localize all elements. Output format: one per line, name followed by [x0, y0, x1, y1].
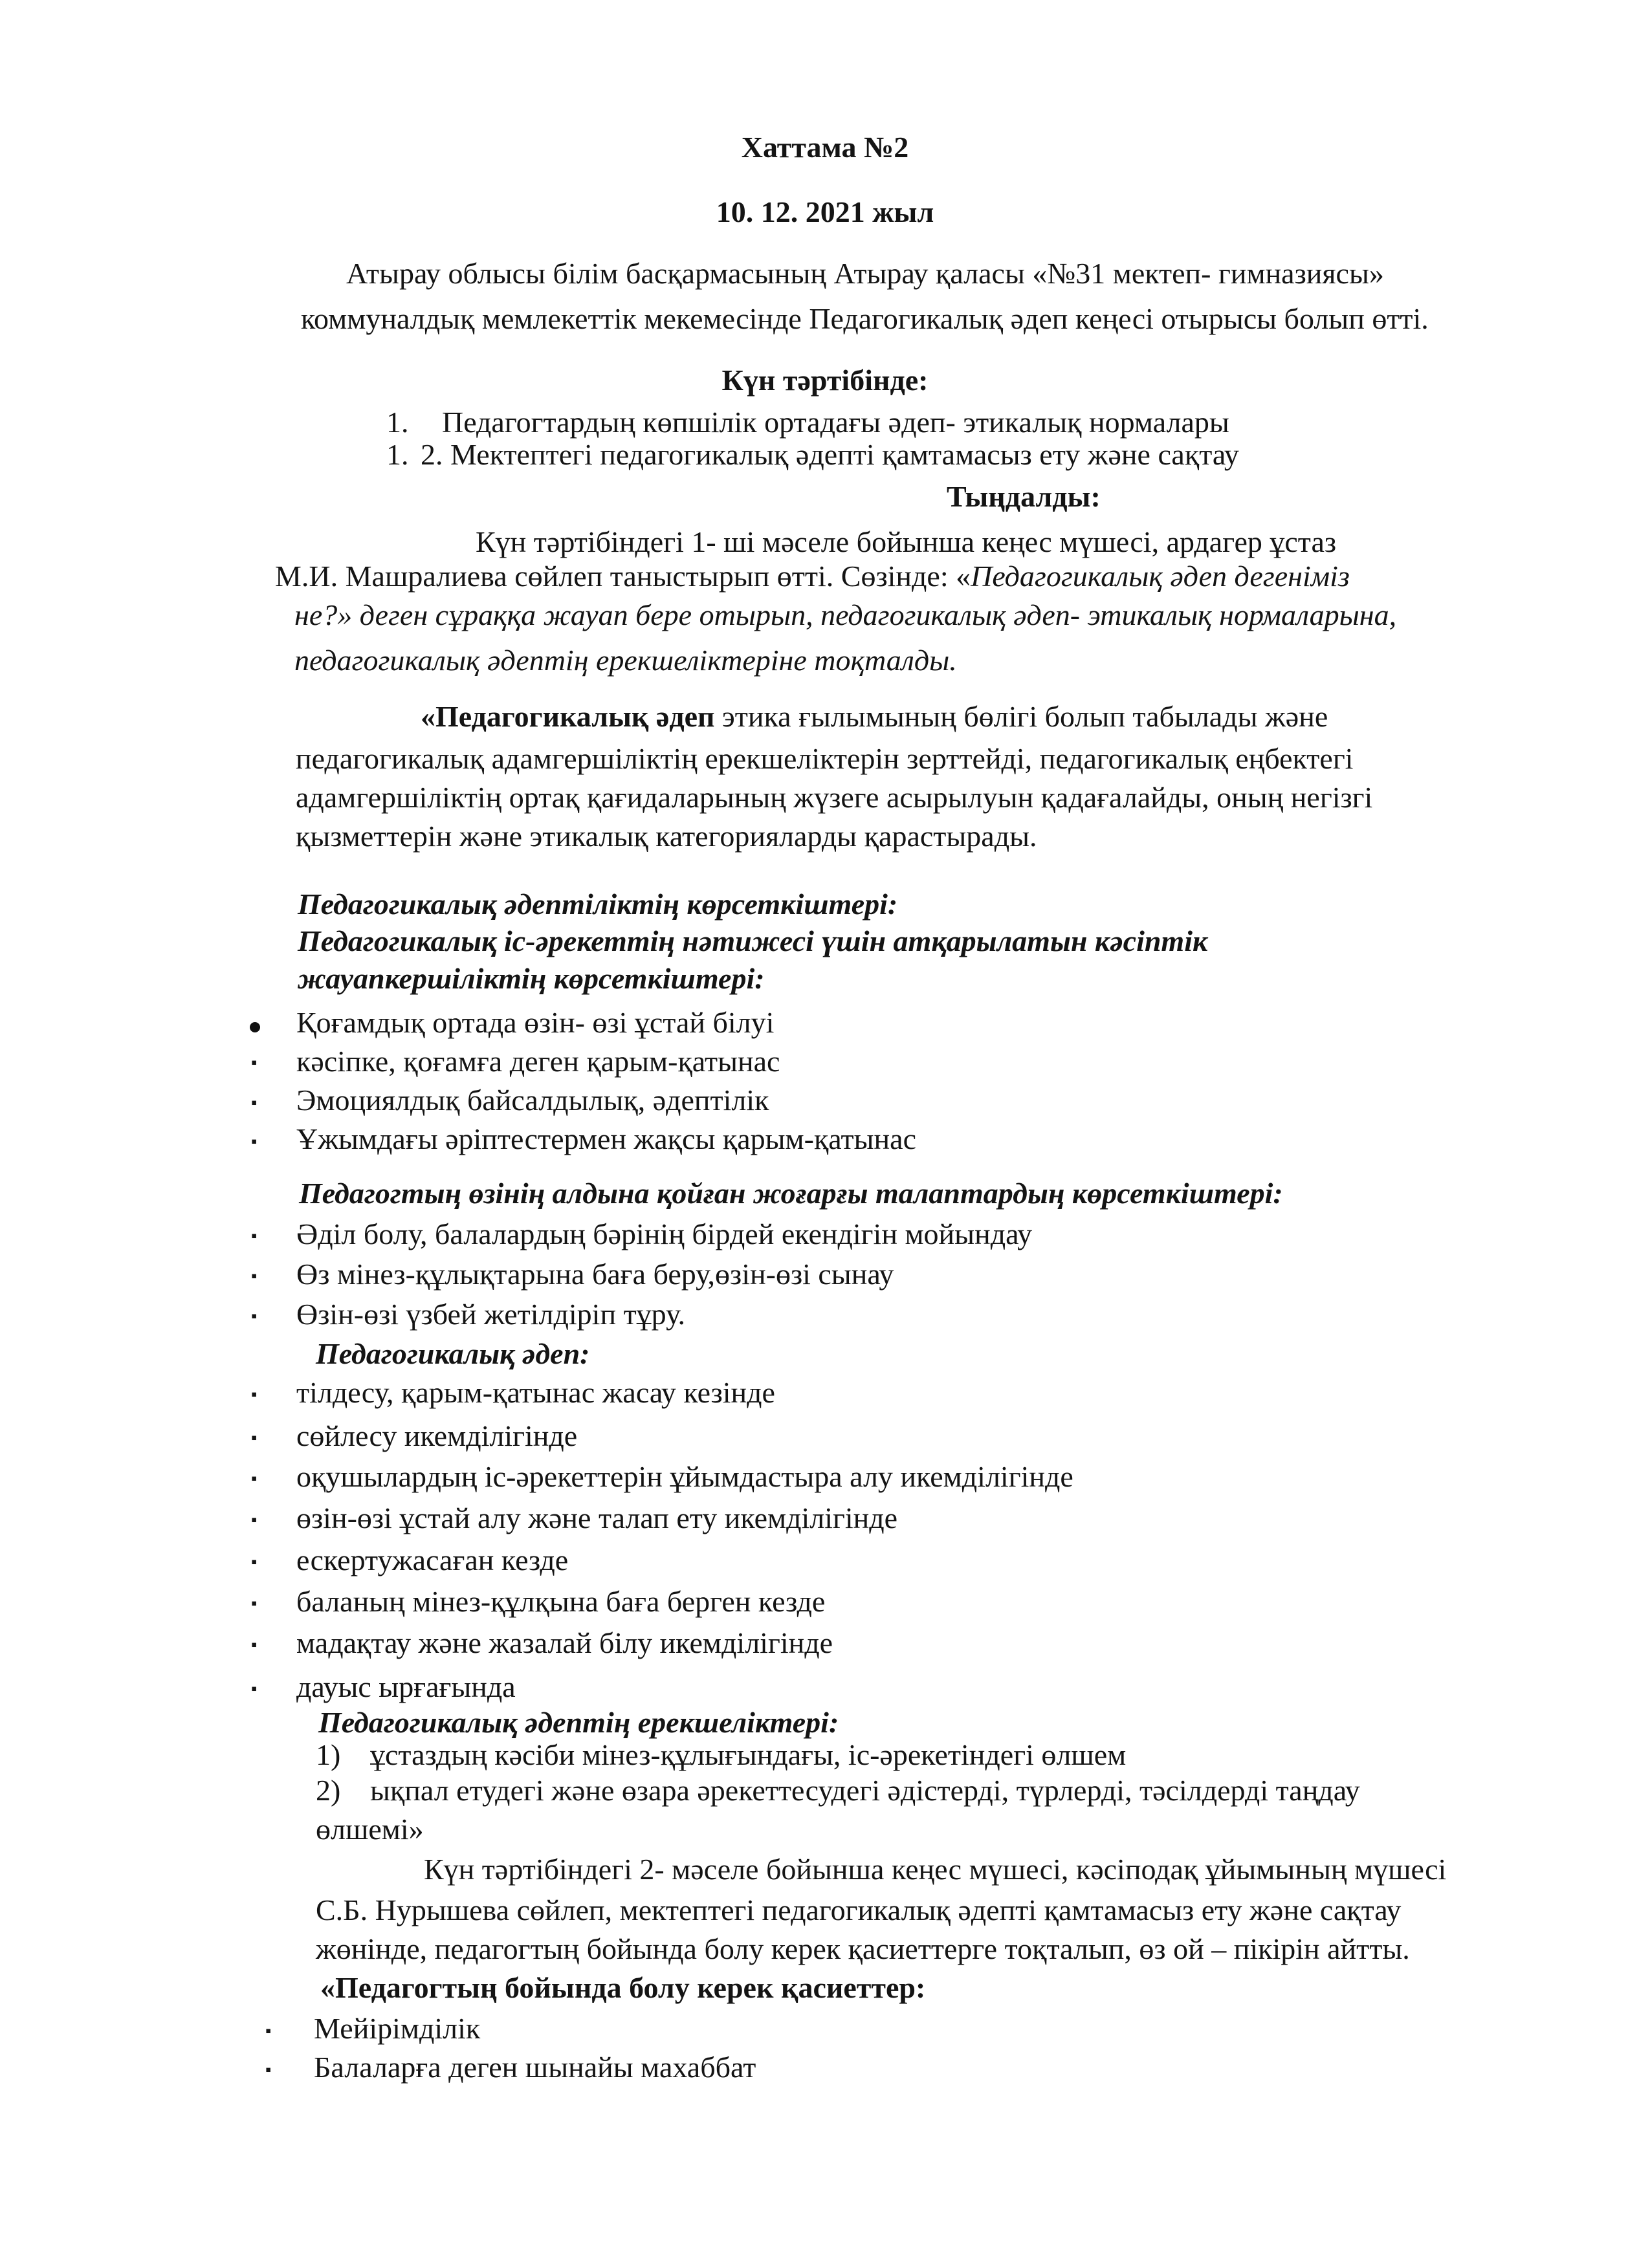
bullet-square: ▪ [265, 2060, 272, 2079]
definition-term: «Педагогикалық әдеп [421, 700, 715, 733]
heard-line-4: педагогикалық әдептің ерекшеліктеріне тоқталды. [294, 644, 957, 677]
second-line-1: Күн тәртібіндегі 2- мәселе бойынша кеңес мүшесі, кәсіподақ ұйымының мүшесі [424, 1853, 1447, 1886]
heard-heading: Тыңдалды: [947, 480, 1101, 513]
bullet-square: ▪ [251, 1132, 258, 1151]
feature-item-2-continuation: өлшемі» [316, 1813, 424, 1846]
requirements-heading: Педагогтың өзінің алдына қойған жоғарғы талаптардың көрсеткіштері: [299, 1177, 1283, 1210]
bullet-square: ▪ [251, 1594, 258, 1613]
indicator-item-3: Эмоциялдық байсалдылық, әдептілік [296, 1084, 769, 1117]
tact-item-3: оқушылардың іс-әрекеттерін ұйымдастыра алу икемділігінде [296, 1460, 1073, 1493]
tact-item-8: дауыс ырғағында [296, 1670, 516, 1703]
second-line-2: С.Б. Нурышева сөйлеп, мектептегі педагогикалық әдепті қамтамасыз ету және сақтау [316, 1893, 1402, 1926]
agenda-item-2-text: 2. Мектептегі педагогикалық әдепті қамтамасыз ету және сақтау [421, 438, 1239, 471]
indicators-heading-2-line-2: жауапкершіліктің көрсеткіштері: [298, 962, 765, 995]
indicator-item-4: Ұжымдағы әріптестермен жақсы қарым-қатынас [296, 1122, 916, 1155]
bullet-square: ▪ [251, 1510, 258, 1529]
indicators-heading-2-line-1: Педагогикалық іс-әрекеттің нәтижесі үшін атқарылатын кәсіптік [298, 924, 1208, 957]
tact-item-4: өзін-өзі ұстай алу және талап ету икемділігінде [296, 1501, 898, 1534]
intro-line-1: Атырау облысы білім басқармасының Атырау қаласы «№31 мектеп- гимназиясы» [346, 257, 1384, 290]
agenda-item-1-number: 1. [386, 406, 409, 439]
heard-line-2-italic: Педагогикалық әдеп дегеніміз [971, 560, 1350, 593]
bullet-square: ▪ [251, 1635, 258, 1654]
requirement-item-1: Әділ болу, балалардың бәрінің бірдей екендігін мойындау [296, 1217, 1033, 1250]
document-date: 10. 12. 2021 жыл [716, 195, 934, 228]
feature-item-2-text: ықпал етудегі және өзара әрекеттесудегі әдістерді, түрлерді, тәсілдерді таңдау [370, 1774, 1360, 1807]
qualities-heading: «Педагогтың бойында болу керек қасиеттер: [320, 1971, 926, 2004]
bullet-square: ▪ [251, 1679, 258, 1698]
tact-item-6: баланың мінез-құлқына баға берген кезде [296, 1585, 826, 1618]
definition-line-3: адамгершіліктің ортақ қағидаларының жүзеге асырылуын қадағалайды, оның негізгі [296, 781, 1373, 814]
heard-line-3: не?» деген сұраққа жауап бере отырып, педагогикалық әдеп- этикалық нормаларына, [294, 598, 1397, 631]
feature-item-1-text: ұстаздың кәсіби мінез-құлығындағы, іс-әрекетіндегі өлшем [370, 1738, 1127, 1771]
bullet-square: ▪ [265, 2022, 272, 2040]
agenda-item-1-text: Педагогтардың көпшілік ортадағы әдеп- этикалық нормалары [442, 406, 1229, 439]
tact-item-1: тілдесу, қарым-қатынас жасау кезінде [296, 1376, 775, 1409]
heard-line-1: Күн тәртібіндегі 1- ші мәселе бойынша кеңес мүшесі, ардагер ұстаз [476, 525, 1337, 558]
heard-line-2-normal: М.И. Машралиева сөйлеп таныстырып өтті. Сөзінде: « [275, 560, 971, 593]
definition-line-2: педагогикалық адамгершіліктің ерекшеліктерін зерттейді, педагогикалық еңбектегі [296, 742, 1354, 775]
feature-item-2-number: 2) [316, 1774, 341, 1807]
heard-line-2 [275, 562, 1350, 591]
quality-item-1: Мейірімділік [314, 2012, 481, 2045]
bullet-square: ▪ [251, 1227, 258, 1245]
feature-item-1-number: 1) [316, 1738, 341, 1771]
requirement-item-3: Өзін-өзі үзбей жетілдіріп тұру. [296, 1298, 685, 1331]
quality-item-2: Балаларға деген шынайы махаббат [314, 2051, 756, 2084]
intro-line-2: коммуналдық мемлекеттік мекемесінде Педагогикалық әдеп кеңесі отырысы болып өтті. [301, 302, 1429, 335]
document-title: Хаттама №2 [741, 131, 909, 164]
tact-item-5: ескертужасаған кезде [296, 1543, 569, 1576]
second-line-3: жөнінде, педагогтың бойында болу керек қасиеттерге тоқталып, өз ой – пікірін айтты. [316, 1932, 1410, 1965]
tact-heading: Педагогикалық әдеп: [316, 1337, 590, 1370]
tact-item-2: сөйлесу икемділігінде [296, 1419, 578, 1452]
indicator-item-2: кәсіпке, қоғамға деген қарым-қатынас [296, 1045, 780, 1078]
bullet-square: ▪ [251, 1093, 258, 1112]
bullet-square: ▪ [251, 1428, 258, 1447]
definition-line-1 [421, 702, 1328, 732]
indicator-item-1: Қоғамдық ортада өзін- өзі ұстай білуі [296, 1006, 775, 1039]
features-heading: Педагогикалық әдептің ерекшеліктері: [318, 1706, 839, 1739]
agenda-heading: Күн тәртібінде: [721, 364, 929, 397]
bullet-square: ▪ [251, 1553, 258, 1571]
tact-item-7: мадақтау және жазалай білу икемділігінде [296, 1626, 833, 1659]
bullet-square: ▪ [251, 1385, 258, 1404]
definition-line-1-rest: этика ғылымының бөлігі болып табылады және [714, 700, 1328, 733]
requirement-item-2: Өз мінез-құлықтарына баға беру,өзін-өзі сынау [296, 1258, 894, 1291]
bullet-square: ▪ [251, 1053, 258, 1072]
agenda-item-2-number: 1. [386, 438, 409, 471]
bullet-dot [250, 1022, 260, 1032]
definition-line-4: қызметтерін және этикалық категорияларды қарастырады. [296, 820, 1037, 853]
indicators-heading-1: Педагогикалық әдептіліктің көрсеткіштері: [298, 888, 898, 921]
bullet-square: ▪ [251, 1307, 258, 1325]
bullet-square: ▪ [251, 1469, 258, 1488]
bullet-square: ▪ [251, 1267, 258, 1285]
